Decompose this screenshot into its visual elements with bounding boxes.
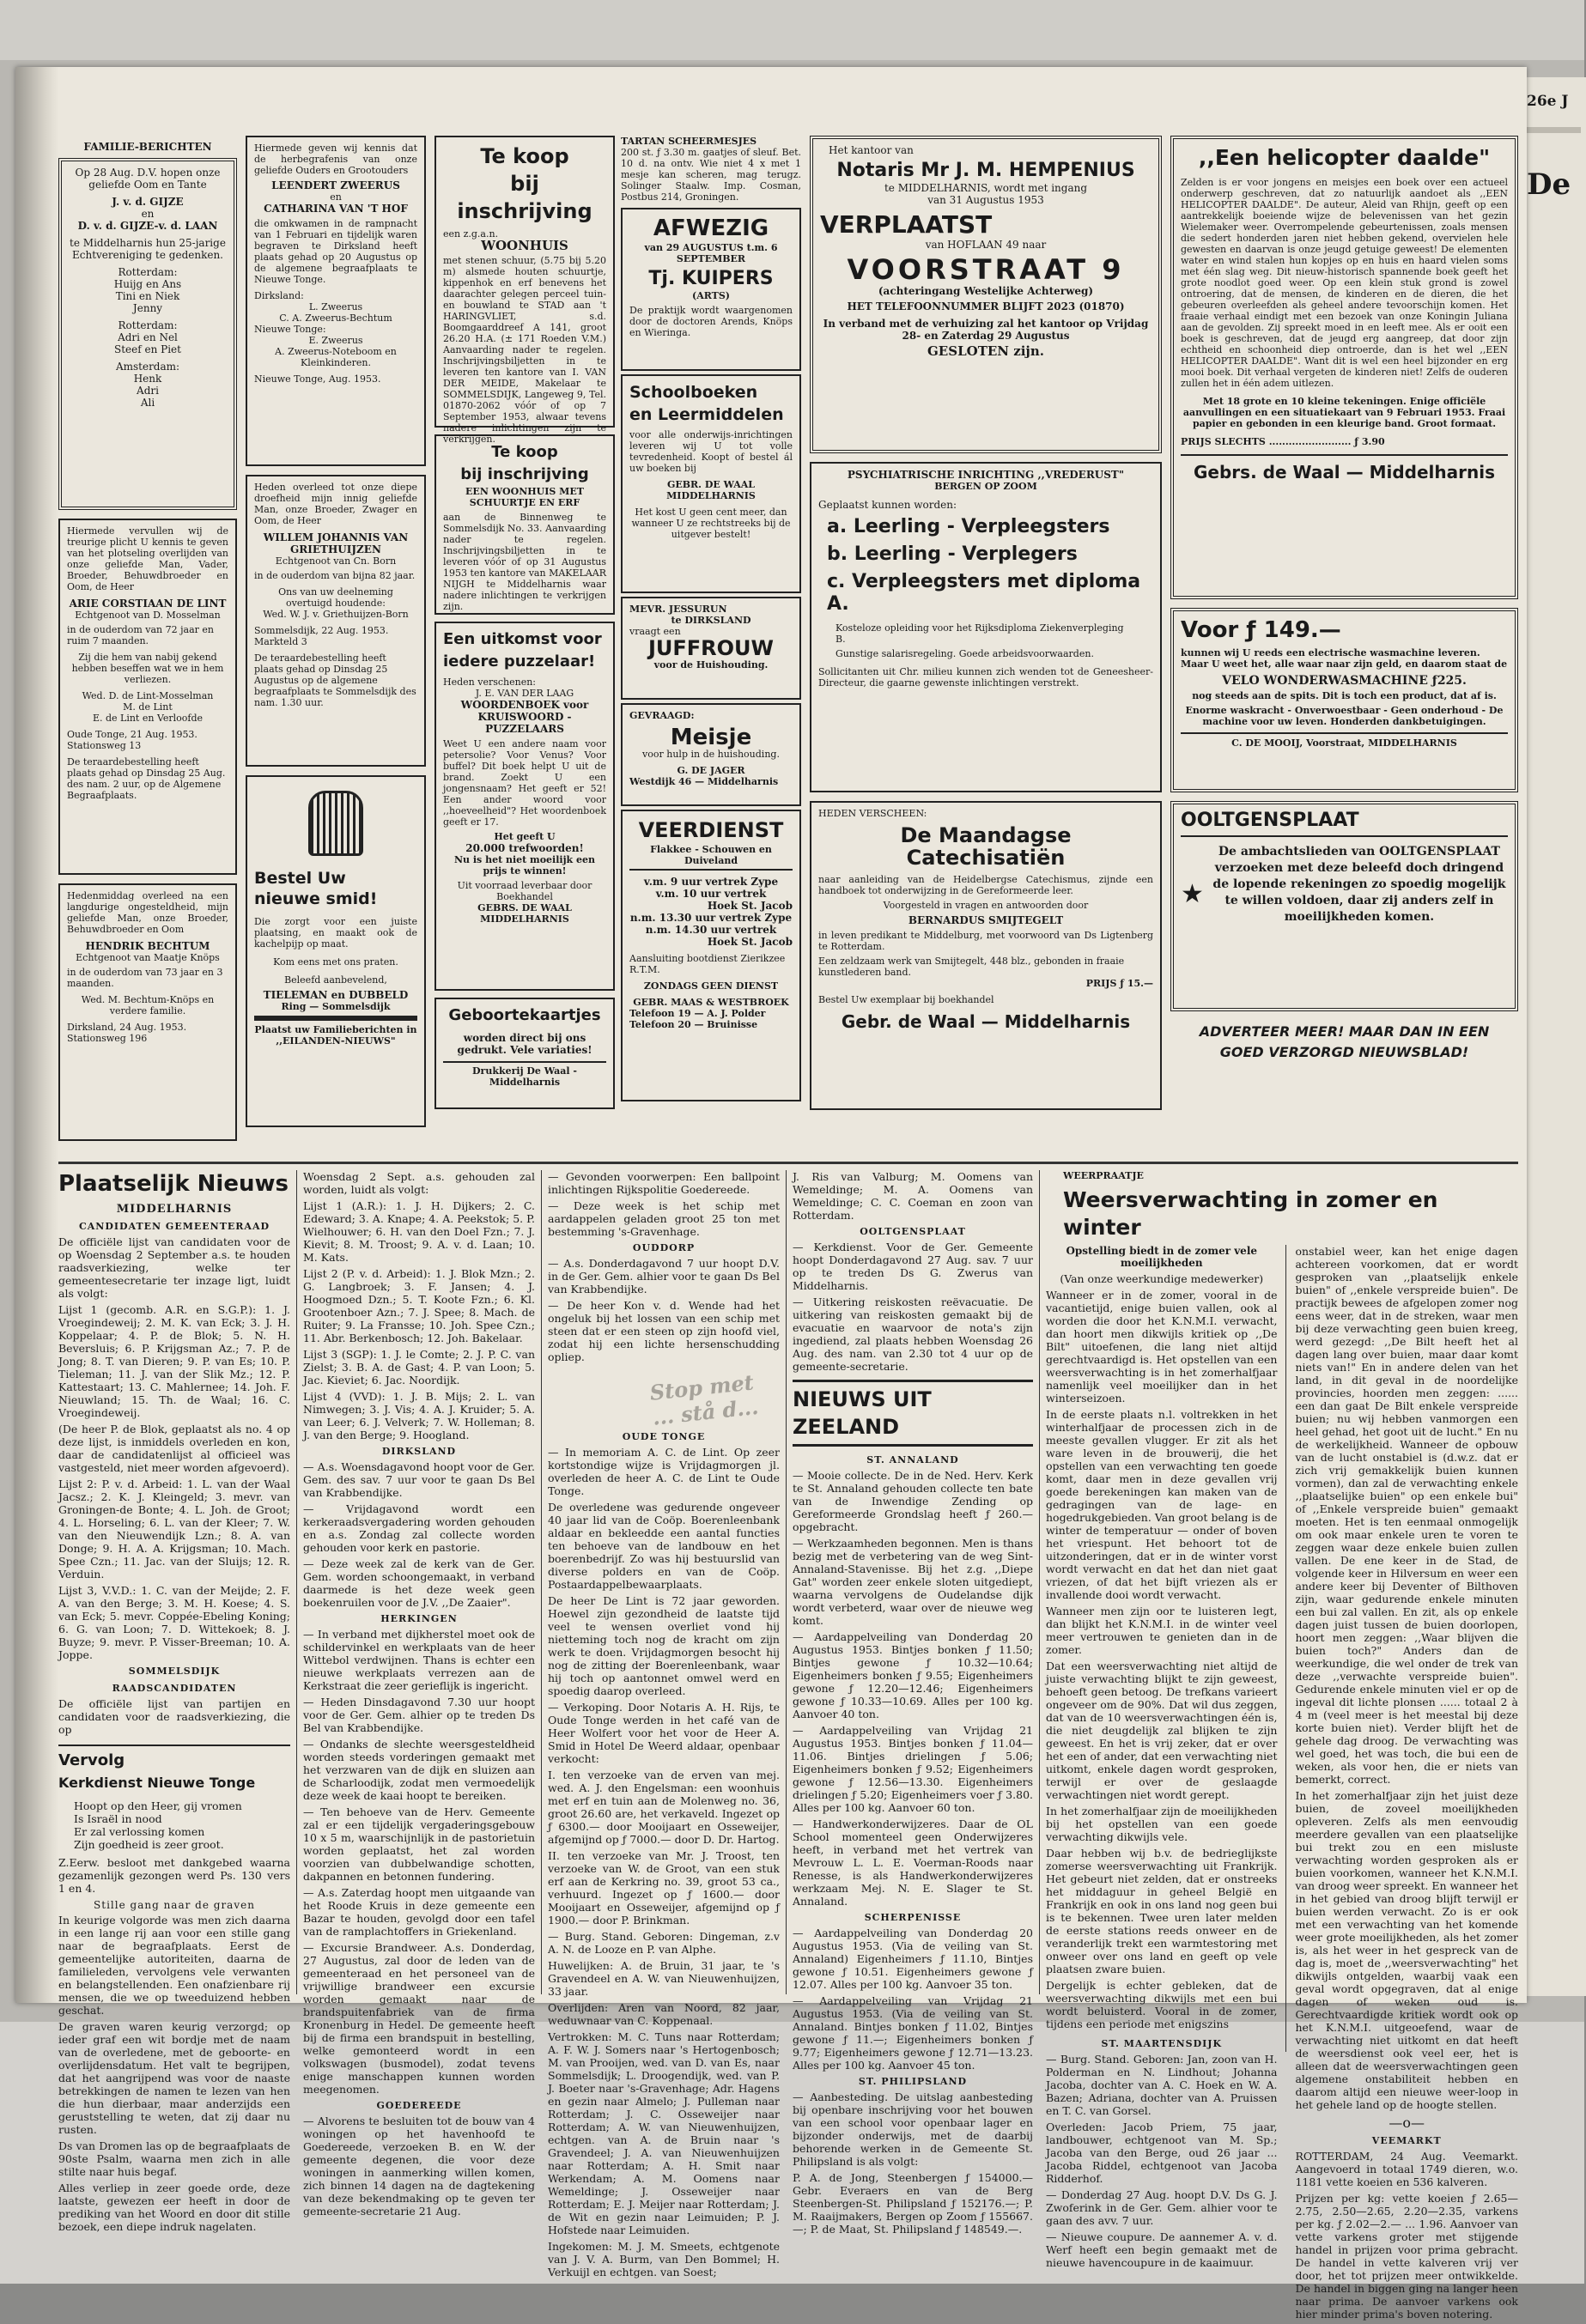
- family-column: [58, 136, 237, 1153]
- notice-bechtum: Hedenmiddag overleed na een langdurige ongesteldheid, mijn geliefde Man, onze Broeder, Behuwdbroeder en Oom HENDRIK BECHTUM Echtgenoot van Maatje Knöps in de ouderdom van 73 jaar en 3 maanden. Wed. M. Bechtum-Knöps en verdere familie. Dirksland, 24 Aug. 1953. Stationsweg 196: [58, 883, 237, 1141]
- notice-de-lint: Hiermede vervullen wij de treurige plicht U kennis te geven van het plotseling overlijden van onze geliefde Man, Vader, Broeder, Behuwdbroeder en Oom, de Heer ARIE CORSTIAAN DE LINT Echtgenoot van D. Mosselman in de ouderdom van 72 jaar en ruim 7 maanden. Zij die hem van nabij gekend hebben beseffen wat we in hem verliezen. Wed. D. de Lint-Mosselman M. de Lint E. de Lint en Verloofde Oude Tonge, 21 Aug. 1953. Stationsweg 13 De teraardebestelling heeft plaats gehad op Dinsdag 25 Aug. des nam. 2 uur, op de Algemene Begraafplaats.: [58, 519, 237, 875]
- page-spine: [15, 67, 58, 2003]
- ad-afwezig: AFWEZIG van 29 AUGUSTUS t.m. 6 SEPTEMBER Tj. KUIPERS (ARTS) De praktijk wordt waargenomen door de doctoren Arends, Knöps en Wieringa.: [621, 208, 801, 371]
- ad-schoolboeken: Schoolboeken en Leermiddelen voor alle onderwijs-inrichtingen leveren wij U tot volle tevredenheid. Koopt of bestel ál uw boeken bij GEBR. DE WAAL MIDDELHARNIS Het kost U geen cent meer, dan wanneer U ze rechtstreeks bij de uitgever bestelt!: [621, 374, 801, 593]
- ad-meisje: GEVRAAGD: Meisje voor hulp in de huishouding. G. DE JAGER Westdijk 46 — Middelharnis: [621, 703, 801, 806]
- adjacent-page: [1518, 77, 1586, 1996]
- ad-catechisatien: HEDEN VERSCHEEN: De Maandagse Catechisatiën naar aanleiding van de Heidelbergse Catechismus, zijnde een handboek tot onderwijzing in de Gereformeerde leer. Voorgesteld in vragen en antwoorden door BERNARDUS SMIJTEGELT in leven predikant te Middelburg, met voorwoord van Ds Ligtenberg te Rotterdam. Een zeldzaam werk van Smijtegelt, 448 blz., gebonden in fraaie kunstlederen band. PRIJS ƒ 15.— Bestel Uw exemplaar bij boekhandel Gebr. de Waal — Middelharnis: [810, 801, 1162, 1110]
- news-column-1: Plaatselijk Nieuws MIDDELHARNIS CANDIDATEN GEMEENTERAAD De officiële lijst van candidaten voor de op Woensdag 2 September a.s. te houden raadsverkiezing, welke ter gemeentesecretarie ter inzage ligt, luidt als volgt: Lijst 1 (gecomb. A.R. en S.G.P.): 1. J. Vroegindeweij; 2. M. K. van Eck; 3. J. H. Koppelaar; 4. P. de Blok; 5. N. H. Beversluis; 6. P. Krijgsman Az.; 7. P. de Jong; 8. T. van Dieren; 9. P. van Es; 10. P. Tieleman; 11. J. van der Slik Mz.; 12. P. Kattestaart; 13. C. Mahlernee; 14. Joh. F. Nieuwland; 15. Th. de Waal; 16. C. Vroegindeweij. (De heer P. de Blok, geplaatst als no. 4 op deze lijst, is inmiddels overleden en kon, daar de candidatenlijst al officieel was vastgesteld, niet meer worden afgevoerd). Lijst 2: P. v. d. Arbeid: 1. L. van der Waal Jacsz.; 2. K. J. Kleingeld; 3. mevr. van Groningen-de Bonte; 4. L. Joh. de Groot; 4. L. Horseling; 6. L. van der Kleer; 7. W. van den Nieuwendijk Lzn.; 8. A. van Donge; 9. H. A. A. Krijgsman; 10. Mach. Spee Czn.; 11. Jac. van der Sluijs; 12. R. Verduin. Lijst 3, V.V.D.: 1. C. van der Meijde; 2. F. A. van den Berge; 3. M. H. Koese; 4. S. van Eck; 5. mevr. Coppée-Ebeling Koning; 6. G. van Loon; 7. D. Wittekoek; 8. J. Buyze; 9. mevr. P. Visser-Breeman; 10. A. Joppe. SOMMELSDIJK RAADSCANDIDATEN De officiële lijst van partijen en candidaten voor de raadsverkiezing, die op Vervolg Kerkdienst Nieuwe Tonge Hoopt op den Heer, gij vromen Is Israël in nood Er zal verlossing komen Zijn goedheid is zeer groot. Z.Eerw. besloot met dankgebed waarna gezamenlijk gezongen werd Ps. 130 vers 1 en 4. Stille gang naar de graven In keurige volgorde was men zich daarna in een lange rij aan voor een stille gang naar de begraafplaats. Eerst de gemeentelijke autoriteiten, daarna de familieleden, vervolgens vele verwanten en belangstellenden. Een onafzienbare rij mensen, die we op tweeduizend hebben geschat. De graven waren keurig verzorgd; op ieder graf een wit bordje met de naam van de overledene, met de geboorte- en overlijdensdatum. Het valt te begrijpen, dat het aangrijpend was voor de naaste betrekkingen de namen te lezen van hen die hun dierbaar, maar anderzijds een geruststelling te weten, dat zij daar nu rusten. Ds van Dromen las op de begraafplaats de 90ste Psalm, waarna men zich in alle stilte naar huis begaf. Alles verliep in zeer goede orde, deze laatste, gewezen eer heeft in door de prediking van het Woord en door dit stille bezoek, een diepe indruk nagelaten.: [58, 1171, 290, 2233]
- plaatselijk-title: Plaatselijk Nieuws: [58, 1171, 289, 1197]
- adjacent-page-letter: De: [1527, 167, 1571, 202]
- family-column-2: [246, 136, 426, 1153]
- family-header: FAMILIE-BERICHTEN: [83, 141, 212, 153]
- ad-vrederust: PSYCHIATRISCHE INRICHTING ,,VREDERUST" BERGEN OP ZOOM Geplaatst kunnen worden: a. Leerling - Verpleegsters b. Leerling - Verplegers c. Verpleegsters met diploma A. Kosteloze opleiding voor het Rijksdiploma Ziekenverpleging B. Gunstige salarisregeling. Goede arbeidsvoorwaarden. Sollicitanten uit Chr. milieu kunnen zich wenden tot de Geneesheer-Directeur, die gaarne gewenste inlichtingen verstrekt.: [810, 462, 1162, 792]
- ad-helicopter: ,,Een helicopter daalde" Zelden is er voor jongens en meisjes een boek over een actueel onderwerp geschreven, dat zo natuurlijk aandoet als ,,EEN HELICOPTER DAALDE". De auteur, Aleid van Rhijn, geeft op een aantrekkelijk boeiende wijze de belevenissen van het gezin Wielemaker weer. Overrompelende gebeurtenissen, zoals mensen die sedert honderden jaren niet hebben gekend, overvielen hele gewesten en daarvan is onze jeugd getuige geweest! De elementen water en wind stalen hun kopjes op en huis en haard vielen soms met één slag weg. Dit nieuw-historisch spannende boek geeft het grote noodlot goed weer. Op een klein stuk grond is zowel ontroering, dat de mensen, de kinderen en de dieren, die het gebeuren overleefden als geheel andere tevoorschijn komen. Het fraaie verhaal eindigt met een bezoek van onze Koningin Juliana aan de gevolden. Zij spreekt moed in en leeft mee. Als er ooit een boek is geschreven, dat de jeugd erg aangreep, dat door zijn echtheid en schoonheid diep ontroerde, dan is het wel ,,EEN HELICOPTER DAALDE". Want dit is wel een heel bijzonder en erg mooi boek. Dit verhaal vergeten de kinderen niet! Zelfs de ouderen zullen het in één adem uitlezen. Met 18 grote en 10 kleine tekeningen. Enige officiële aanvullingen en een situatiekaart van 9 Februari 1953. Fraai papier en gebonden in een kleurige band. Groot formaat. PRIJS SLECHTS ......................... ƒ 3.90 Gebrs. de Waal — Middelharnis: [1170, 136, 1518, 599]
- newspaper-page: [15, 67, 1527, 2321]
- notice-zweerus: Hiermede geven wij kennis dat de herbegrafenis van onze geliefde Ouders en Grootouders LEENDERT ZWEERUS en CATHARINA VAN 'T HOF die omkwamen in de rampnacht van 1 Februari en tijdelijk waren begraven te Dirksland heeft plaats gehad op 20 Augustus op de algemene begraafplaats te Nieuwe Tonge. Dirksland: L. Zweerus C. A. Zweerus-Bechtum Nieuwe Tonge: E. Zweerus A. Zweerus-Noteboom en Kleinkinderen. Nieuwe Tonge, Aug. 1953.: [246, 136, 426, 466]
- news-column-4: J. Ris van Valburg; M. Oomens van Wemeldinge; M. A. Oomens van Wemeldinge; C. C. Coeman en zoon van Rotterdam. OOLTGENSPLAAT — Kerkdienst. Voor de Ger. Gemeente hoopt Donderdagavond 27 Aug. sav. 7 uur op te treden Ds G. Zwerus van Middelharnis. — Uitkering reiskosten reëvacuatie. De uitkering van reiskosten gemaakt bij de evacuatie en waarvoor de nota's zijn ingediend, zal plaats hebben Woensdag 26 Aug. des nam. van 2.30 tot 4 uur op de gemeente-secretarie. NIEUWS UIT ZEELAND ST. ANNALAND — Mooie collecte. De in de Ned. Herv. Kerk te St. Annaland gehouden collecte ten bate van de Inwendige Zending op Gereformeerde Grondslag heeft ƒ 260.— opgebracht. — Werkzaamheden begonnen. Men is thans bezig met de verbetering van de weg Sint-Annaland-Stavenisse. Bij het z.g. ,,Diepe Gat" worden zeer enkele sloten uitgediept, waarna vervolgens de Oudelandse dijk wordt verbeterd, waar over de nieuwe weg komt. — Aardappelveiling van Donderdag 20 Augustus 1953. Bintjes bonken ƒ 11.50; Bintjes gewone ƒ 10.32—10.64; Eigenheimers bonken ƒ 9.55; Eigenheimers gewone ƒ 12.20—12.46; Eigenheimers gewone ƒ 10.33—10.69. Alles per 100 kg. Aanvoer 40 ton. — Aardappelveiling van Vrijdag 21 Augustus 1953. Bintjes bonken ƒ 11.04—11.06. Bintjes drielingen ƒ 5.06; Eigenheimers bonken ƒ 9.52; Eigenheimers gewone ƒ 12.56—13.30. Eigenheimers drielingen ƒ 5.20; Eigenheimers voer ƒ 3.80. Alles per 100 kg. Aanvoer 60 ton. — Handwerkonderwijzeres. Daar de OL School momenteel geen Onderwijzeres heeft, in verband met het vertrek van Mevrouw L. L. E. Voerman-Roods naar Renesse, is als Handwerkonderwijzeres werkzaam Mej. N. E. Slager te St. Annaland. SCHERPENISSE — Aardappelveiling van Donderdag 20 Augustus 1953. (Via de veiling van St. Annaland) Eigenheimers ƒ 11.10, Bintjes gewone ƒ 10.51. Eigenheimers gewone ƒ 12.07. Alles per 100 kg. Aanvoer 35 ton. — Aardappelveiling van Vrijdag 21 Augustus 1953. (Via de veiling van St. Annaland. Bintjes bonken ƒ 11.02, Bintjes gewone ƒ 11.—; Eigenheimers bonken ƒ 9.77; Eigenheimers gewone ƒ 12.71—13.23. Alles per 100 kg. Aanvoer 45 ton. ST. PHILIPSLAND — Aanbesteding. De uitslag aanbesteding bij openbare inschrijving voor het bouwen van een school voor openbaar lager en bijzonder onderwijs, met de daarbij behorende werken in de Gemeente St. Philipsland is als volgt: P. A. de Jong, Steenbergen ƒ 154000.— Gebr. Everaers en van de Berg Steenbergen-St. Philipsland ƒ 152176.—; P. M. Raaijmakers, Bergen op Zoom ƒ 155667.—; P. de Maat, St. Philipsland ƒ 148549.—.: [793, 1170, 1033, 2236]
- ad-tartan: TARTAN SCHEERMESJES 200 st. ƒ 3.30 m. gaatjes of sleuf. Bet. 10 d. na ontv. Wie niet 4 x met 1 mesje kan scheren, mag terugz. Solinger Staalw. Imp. Cosman, Postbus 214, Groningen.: [621, 136, 801, 203]
- section-divider: [58, 1162, 1518, 1164]
- adjacent-page-number: 26e J: [1527, 93, 1569, 110]
- weather-article: WEERPRAATJE Weersverwachting in zomer en winter Opstelling biedt in de zomer vele moeilijkheden (Van onze weerkundige medewerker) Wanneer er in de zomer, vooral in de vacantietijd, enige buien vallen, ook al worden die door het K.N.M.I. verwacht, dan hoort men dikwijls kritiek op ,,De Bilt" uitoefenen, die lang niet altijd gerechtvaardigd is. Het opstellen van een weersverwachting is in het zomerhalfjaar namenlijk veel moeilijker dan in het winterseizoen. In de eerste plaats n.l. voltrekken in het winterhalfjaar de processen zich in de meeste gevallen vlugger. Er zit als het ware leven in de brouwerij, die het opstellen van een verwachting ten goede komt, daar men in deze gevallen vrij goede berekeningen kan maken van de gedragingen van de lage- en hogedrukgebieden. Van groot belang is de winter de temperatuur — onder of boven het vriespunt. Het behoort tot de uitzonderingen, dat er in de winter vorst wordt verwacht en dat het dan niet gaat vriezen, of dat het bijft vriezen als er invallende dooi wordt verwacht. Wanneer men zijn oor te luisteren legt, dan blijkt het K.N.M.I. in de winter veel meer vertrouwen te genieten dan in de zomer. Dat een weersverwachting niet altijd de juiste verwachting blijkt te zijn geweest, behoeft geen betoog. De trefkans varieert ongeveer om de 90%. Dat wil dus zeggen, dat van de 10 weersverwachtingen één is, die niet deugdelijk zal blijken te zijn geweest. En het is vrij zeker, dat er over het een of ander, dat een verwachting niet uitkomt, enkele dagen wordt gesproken, terwijl er over de geslaagde verwachtingen niet wordt gerept. In het zomerhalfjaar zijn de moeilijkheden bij het opstellen van een goede verwachting dikwijls vele. Daar hebben wij b.v. de bedrieglijkste zomerse weersverwachting uit Frankrijk. Het gebeurt niet zelden, dat er onstreeks het middaguur in geheel België en Frankrijk en ook in ons land nog geen bui is te bekennen. Twee uren later melden de eerste stations reeds onweer en de veranderlijk trekt een warmtestoring met onweer over ons land en geeft op vele plaatsen zware buien. Dergelijk is echter gebleken, dat de weersverwachting dikwijls met een bui wordt beluisterd. Vooral in de zomer, tijdens een periode met enigszins ST. MAARTENSDIJK — Burg. Stand. Geboren: Jan, zoon van H. Polderman en N. Lindhout; Johanna Jacoba, dochter van A. C. Hoek en W. A. Bazen; Adriana, dochter van A. Pruissen en T. C. van Gorsel. Overleden: Jacob Priem, 75 jaar, landbouwer, echtgenoot van M. Sp.; Jacoba van den Berge, oud 26 jaar ... Jacoba Riddel, echtgenoot van Jacoba Ridderhof. — Donderdag 27 Aug. hoopt D.V. Ds G. J. Zwoferink in de Ger. Gem. alhier voor te gaan des avv. 7 uur. — Nieuwe coupure. De aannemer A. v. d. Werf heeft een begin gemaakt met de nieuwe havencoupure in de kaaimuur. onstabiel weer, kan het enige dagen achtereen voorkomen, dat er wordt gesproken van ,,plaatselijk enkele buien" of ,,enkele verspreide buien". De practijk bewees de afgelopen zomer nog eens weer, dat in de streken, waar men bij deze verwachting geen buien kreeg, werd gezegd: ,,De Bilt heeft het al dagen lang over buien, maar daar komt niets van!" En in andere delen van het land, in dit geval in de noordelijke provincies, hoorden men zeggen: ...... een dan gaat De Bilt enkele verspreide buien; nu wij hebben vanmorgen een heel gehad, het goot uit de lucht." En nu de werkelijkheid. Wanneer de opbouw van de lucht onstabiel is (d.w.z. dat er zich vrij gemakkelijk buien kunnen vormen), dan zal de verwachting enkele ,,plaatselijke buien" op een enkele bui" of ,,Enkele verspreide buien" gemaakt moeten. Het is ten eenmaal onmogelijk om ook maar enkele uren te voren te zeggen waar deze enkele buien zullen vallen. De ene keer in de Stad, de volgende keer in Hilversum en weer een andere keer bij Deventer of Bilthoven zijn, waar gedurende enkele minuten een bui zal vallen. En zit, als op enkele dagen juist tussen de buien doorlopen, hoort men zeggen: ,,Waar blijven die buien toch?" Anders dan de weerkundige, die wel onder de trek van deze ,,verwachte verspreide buien". Gedurende enkele minuten viel er op de ingeval dit lichte plonsen ...... totaal 2 à 4 m (veel meer is het meestal bij deze korte buien niet). Verder blijft het de gehele dag droog. De verwachting was wel goed, het was toch, die bui een de weken, als voor hen, die er niets van bemerkt, correct. In het zomerhalfjaar zijn het juist deze buien, de zoveel moeilijkheden opleveren. Zelfs als men eenvoudig meerdere gevallen van een plaatselijke bui trekt zou en een misluste verwachting worden gesproken als er buien voorkomen, wanneer het K.N.M.I. van droog weer spreekt. En wanneer het in het gebied van droog blijft terwijl er buien werden verwacht. Zo is er ook met een verwachting van het komende weer grote moeilijkheden, als het zomer is, als het weer in het gespreck van de dag is, moet de ,,weersverwachting" het dikwijls ontgelden, waarbij vaak een geval wordt opgegraven, dat al enige dagen of weken oud is. Gerechtvaardigde kritiek wordt ook op het K.N.M.I. uitgeoefend, waar de verwachting niet uitkomt en dat heeft de weersdienst ook veel eer, het is alleen dat de weersverwachtingen geen algemene onstabiliteit hebben en daarom altijd een nieuwe weer-loop in het gehele land op de hoogte stellen. —o— VEEMARKT ROTTERDAM, 24 Aug. Veemarkt. Aangevoerd in totaal 1749 dieren, w.o. 1181 vette koeien en 536 kalveren. Prijzen per kg: vette koeien ƒ 2.65—2.75, 2.50—2.65, 2.20—2.35, varkens per kg. ƒ 2.02—2.— ... 1.96. Aanvoer van vette varkens groter met stijgende handel in prijzen voor prima gebracht. De handel in vette kalveren vrij ver door, het tot prijzen meer ontwikkelde. De handel in biggen ging na langer heen naar prima. De aanvoer varkens ook hier minder prima's boven notering.: [1046, 1170, 1518, 2321]
- ad-smid: Bestel Uw nieuwe smid! Die zorgt voor een juiste plaatsing, en maakt ook de kachelpijp op maat. Kom eens met ons praten. Beleefd aanbevelend, TIELEMAN en DUBBELD Ring — Sommelsdijk Plaatst uw Familieberichten in ,,EILANDEN-NIEUWS": [246, 775, 426, 1127]
- stove-icon: [308, 791, 363, 856]
- ad-juffrouw: MEVR. JESSURUN te DIRKSLAND vraagt een JUFFROUW voor de Huishouding.: [621, 597, 801, 700]
- notices-column-f: [1170, 136, 1518, 1153]
- realestate-column: [434, 136, 615, 1153]
- scan-top-margin: [0, 0, 1584, 60]
- ad-puzzel: Een uitkomst voor iedere puzzelaar! Heden verschenen: J. E. VAN DER LAAG WOORDENBOEK voor KRUISWOORD - PUZZELAARS Weet U een andere naam voor petersolie? Voor Venus? Voor buffel? Dit boek helpt U uit de brand. Zoekt U een jongensnaam? Het geeft er 52! Een ander woord voor ,,hoeveelheid"? Het woordenboek geeft er 17. Het geeft U 20.000 trefwoorden! Nu is het niet moeilijk een prijs te winnen! Uit voorraad leverbaar door Boekhandel GEBRS. DE WAAL MIDDELHARNIS: [434, 622, 615, 991]
- adverteer-banner: ADVERTEER MEER! MAAR DAN IN EEN GOED VERZORGD NIEUWSBLAD!: [1199, 1023, 1490, 1060]
- weather-title: Weersverwachting in zomer en winter: [1063, 1187, 1438, 1240]
- stop-met-stamp: Stop met ... stå d...: [648, 1369, 760, 1430]
- news-column-2: Woensdag 2 Sept. a.s. gehouden zal worden, luidt als volgt: Lijst 1 (A.R.): 1. J. H. Dijkers; 2. C. Edeward; 3. A. Knape; 4. A. Peekstok; 5. P. Wielhouwer; 6. H. van den Doel Fzn.; 7. J. Kievit; 8. M. Troost; 9. A. v. d. Laan; 10. M. Kats. Lijst 2 (P. v. d. Arbeid): 1. J. Blok Mzn.; 2. G. Langbroek; 3. F. Jansen; 4. J. Hoogmoed Dzn.; 5. T. Koote Fzn.; 6. Kl. Grootenboer Azn.; 7. J. Spee; 8. Mach. de Ruiter; 9. La Fransse; 10. Joh. Spee Czn.; 11. Abr. Berkenbosch; 12. Joh. Bakelaar. Lijst 3 (SGP): 1. J. le Comte; 2. J. P. C. van Zielst; 3. B. A. de Gast; 4. P. van Loon; 5. Jac. Kieviet; 6. Jac. Noordijk. Lijst 4 (VVD): 1. J. B. Mijs; 2. L. van Nimwegen; 3. J. Vis; 4. A. J. Kruider; 5. A. van Leer; 6. J. Velverk; 7. W. Holleman; 8. J. van den Berge; 9. Hoogland. DIRKSLAND — A.s. Woensdagavond hoopt voor de Ger. Gem. des sav. 7 uur voor te gaan Ds Bel van Krabbendijke. — Vrijdagavond wordt een kerkeraadsvergadering worden gehouden en a.s. Zondag zal collecte worden gehouden voor kerk en pastorie. — Deze week zal de kerk van de Ger. Gem. worden schoongemaakt, in verband daarmede is het deze week geen boekenruilen voor de J.V. ,,De Zaaier". HERKINGEN — In verband met dijkherstel moet ook de schildervinkel en werkplaats van de heer Wittebol verdwijnen. Thans is echter een nieuwe werkplaats verrezen aan de Kerkstraat die zeer gerieflijk is ingericht. — Heden Dinsdagavond 7.30 uur hoopt voor de Ger. Gem. alhier op te treden Ds Bel van Krabbendijke. — Ondanks de slechte weersgesteldheid worden steeds vorderingen gemaakt met het verzwaren van de dijk en sluizen aan de Scharloodijk, zodat men vermoedelijk deze week de kaai hoopt te bereiken. — Ten behoeve van de Herv. Gemeente zal er een tijdelijk vergaderingsgebouw 10 x 5 m, waarschijnlijk in de pastorietuin worden geplaatst, het zal worden voorzien van dubbelwandige schotten, dakpannen en betonnen fundering. — A.s. Zaterdag hoopt men uitgaande van het Roode Kruis in deze gemeente een Bazar te houden, gevolgd door een tafel van de ramplachtoffers in Griekenland. — Excursie Brandweer. A.s. Donderdag, 27 Augustus, zal door de leden van de gemeenteraad en het personeel van de vrijwillige brandweer een excursie worden gemaakt naar de brandspuitenfabriek van de firma Kronenburg in Hedel. De gemeente heeft bij de firma een brandspuit in bestelling, welke gemonteerd wordt in een volkswagen (busmodel), zodat tevens enige manschappen kunnen worden meegenomen. GOEDEREEDE — Alvorens te besluiten tot de bouw van 4 woningen op het havenhoofd te Goedereede, verzoeken B. en W. der gemeente degenen, die voor deze woningen in aanmerking willen komen, zich binnen 14 dagen na de dagtekening van deze bekendmaking op te geven ter gemeente-secretarie 21 Aug.: [303, 1170, 535, 2218]
- ad-geboortekaartjes: Geboortekaartjes worden direct bij ons gedrukt. Vele variaties! Drukkerij De Waal - Middelharnis: [434, 998, 615, 1109]
- zeeland-title: NIEUWS UIT ZEELAND: [793, 1380, 1033, 1447]
- notice-griethuijzen: Heden overleed tot onze diepe droefheid mijn innig geliefde Man, onze Broeder, Zwager en Oom, de Heer WILLEM JOHANNIS VAN GRIETHUIJZEN Echtgenoot van Cn. Born in de ouderdom van bijna 82 jaar. Ons van uw deelneming overtuigd houdende: Wed. W. J. v. Griethuijzen-Born Sommelsdijk, 22 Aug. 1953. Markteld 3 De teraardebestelling heeft plaats gehad op Dinsdag 25 Augustus op de algemene begraafplaats te Sommelsdijk des nam. 1.30 uur.: [246, 475, 426, 767]
- ad-wasmachine: Voor ƒ 149.— kunnen wij U reeds een electrische wasmachine leveren. Maar U weet het, alle waar naar zijn geld, en daarom staat de VELO WONDERWASMACHINE ƒ225. nog steeds aan de spits. Dit is toch een product, dat af is. Enorme waskracht - Onverwoestbaar - Geen onderhoud - De machine voor uw leven. Honderden dankbetuigingen. C. DE MOOIJ, Voorstraat, MIDDELHARNIS: [1170, 608, 1518, 792]
- eilanden-nieuws-note: Plaatst uw Familieberichten in ,,EILANDEN-NIEUWS": [254, 1024, 417, 1047]
- ad-ooltgensplaat: OOLTGENSPLAAT ★ De ambachtslieden van OOLTGENSPLAAT verzoeken met deze beleefd doch dringend de lopende rekeningen zo spoedig mogelijk te willen voldoen, daar zij anders zelf in moeilijkheden komen.: [1170, 801, 1518, 1011]
- ad-veerdienst: VEERDIENST Flakkee - Schouwen en Duiveland v.m. 9 uur vertrek Zype v.m. 10 uur vertrek Hoek St. Jacob n.m. 13.30 uur vertrek Zype n.m. 14.30 uur vertrek Hoek St. Jacob Aansluiting bootdienst Zierikzee R.T.M. ZONDAGS GEEN DIENST GEBR. MAAS & WESTBROEK Telefoon 19 — A. J. Polder Telefoon 20 — Bruinisse: [621, 810, 801, 1101]
- smallads-column: [621, 136, 801, 1153]
- news-column-3: — Gevonden voorwerpen: Een ballpoint inlichtingen Rijkspolitie Goedereede. — Deze week is het schip met aardappelen geladen groot 25 ton met bestemming 's-Gravenhage. OUDDORP — A.s. Donderdagavond 7 uur hoopt D.V. in de Ger. Gem. alhier voor te gaan Ds Bel van Krabbendijke. — De heer Kon v. d. Wende had het ongeluk bij het lossen van een schip met steen dat er een steen op zijn hoofd viel, zodat hij een lichte hersenschudding opliep. Stop met ... stå d... OUDE TONGE — In memoriam A. C. de Lint. Op zeer kortstondige wijze is Vrijdagmorgen jl. overleden de heer A. C. de Lint te Oude Tonge. De overledene was gedurende ongeveer 40 jaar lid van de Coöp. Boerenleenbank aldaar en bekleedde een aantal functies ten behoeve van de landbouw en het boerenbedrijf. Zo was hij bestuurslid van diverse polders en van de Coöp. Postaardappelbewaarplaats. De heer De Lint is 72 jaar geworden. Hoewel zijn gezondheid de laatste tijd veel te wensen overliet vond hij nietteming toch nog de kracht om zijn werk te doen. Vrijdagmorgen besocht hij nog de zitting der Boerenleenbank, waar hij toch op aantonnet omwel werd en spoedig daarop overleed. — Verkoping. Door Notaris A. H. Rijs, te Oude Tonge werden in het café van de Heer Wolfert voor het voor de Heer A. Smid in Hotel De Weerd aldaar, openbaar verkocht: I. ten verzoeke van de erven van mej. wed. A. J. den Engelsman: een woonhuis met erf en tuin aan de Molenweg no. 36, groot 26.60 are, het verkaveld. Ingezet op ƒ 6300.— door Mooijaart en Osseweijer, afgemijnd op ƒ 7000.— door D. Dr. Hartog. II. ten verzoeke van Mr. J. Troost, ten verzoeke van W. de Groot, van een stuk erf aan de Kerkring no. 39, groot 53 ca., verhuurd. Ingezet op ƒ 1600.— door Mooijaart en Osseweijer, afgemijnd op ƒ 1900.— door P. Brinkman. — Burg. Stand. Geboren: Dingeman, z.v A. N. de Looze en P. van Alphe. Huwelijken: A. de Bruin, 31 jaar, te 's Gravendeel en A. W. van Nieuwenhuijzen, 33 jaar. Overlijden: Aren van Noord, 82 jaar, weduwnaar van C. Koppenaal. Vertrokken: M. C. Tuns naar Rotterdam; A. F. W. J. Somers naar 's Hertogenbosch; M. van Prooijen, wed. van D. van Es, naar Sommelsdijk; L. Droogendijk, wed. van P. J. Boeter naar 's-Gravenhage; Adr. Hagens en gezin naar Almelo; J. Pulleman naar Rotterdam; J. C. Osseweijer naar Rotterdam; A. W. van Nieuwenhuijzen, echtgen. van A. de Bruin naar 's Gravendeel; J. A. van Nieuwenhuijzen naar Rotterdam; A. H. Smit naar Werkendam; A. M. Oomens naar Wemeldinge; J. Osseweijer naar Rotterdam; E. J. Meijer naar Rotterdam; J. de Wit en gezin naar Leimuiden; P. J. Hofstede naar Leimuiden. Ingekomen: M. J. M. Smeets, echtgenote van J. V. A. Burm, van Den Bommel; H. Verkuijl en echtgen. van Soest;: [548, 1170, 780, 1994]
- star-icon: ★: [1181, 879, 1204, 909]
- ad-notaris: Het kantoor van Notaris Mr J. M. HEMPENIUS te MIDDELHARNIS, wordt met ingang van 31 Augustus 1953 VERPLAATST van HOFLAAN 49 naar VOORSTRAAT 9 (achteringang Westelijke Achterweg) HET TELEFOONNUMMER BLIJFT 2023 (01870) In verband met de verhuizing zal het kantoor op Vrijdag 28- en Zaterdag 29 Augustus GESLOTEN zijn.: [810, 136, 1162, 453]
- notice-gijze: Op 28 Aug. D.V. hopen onze geliefde Oom en Tante J. v. d. GIJZE en D. v. d. GIJZE-v. d. LAAN te Middelharnis hun 25-jarige Echtvereniging te gedenken. Rotterdam: Huijg en Ans Tini en Niek Jenny Rotterdam: Adri en Nel Steef en Piet Amsterdam: Henk Adri Ali: [58, 158, 237, 510]
- notices-column-e: [810, 136, 1162, 1153]
- ad-woonhuis-2: Te koop bij inschrijving EEN WOONHUIS MET SCHUURTJE EN ERF aan de Binnenweg te Sommelsdijk No. 33. Aanvaarding nader te regelen. Inschrijvingsbiljetten in te leveren vóór of op 31 Augustus 1953 ten kantore van MAKELAAR NIJGH te Middelharnis waar nadere inlichtingen te verkrijgen zijn.: [434, 434, 615, 615]
- ad-woonhuis-1: Te koop bij inschrijving een z.g.a.n. WOONHUIS met stenen schuur, (5.75 bij 5.20 m) alsmede houten schuurtje, kippenhok en erf benevens het daarachter gelegen perceel tuin- en bouwland te STAD aan 't HARINGVLIET, s.d. Boomgaarddreef A 141, groot 26.20 H.A. (± 171 Roeden V.M.) Aanvaarding nader te regelen. Inschrijvingsbiljetten in te leveren ten kantore van I. VAN DER MEIDE, Makelaar te SOMMELSDIJK, Langeweg 9, Tel. 01870-2062 vóór of op 7 September 1953, alwaar tevens nadere inlichtingen zijn te verkrijgen.: [434, 136, 615, 428]
